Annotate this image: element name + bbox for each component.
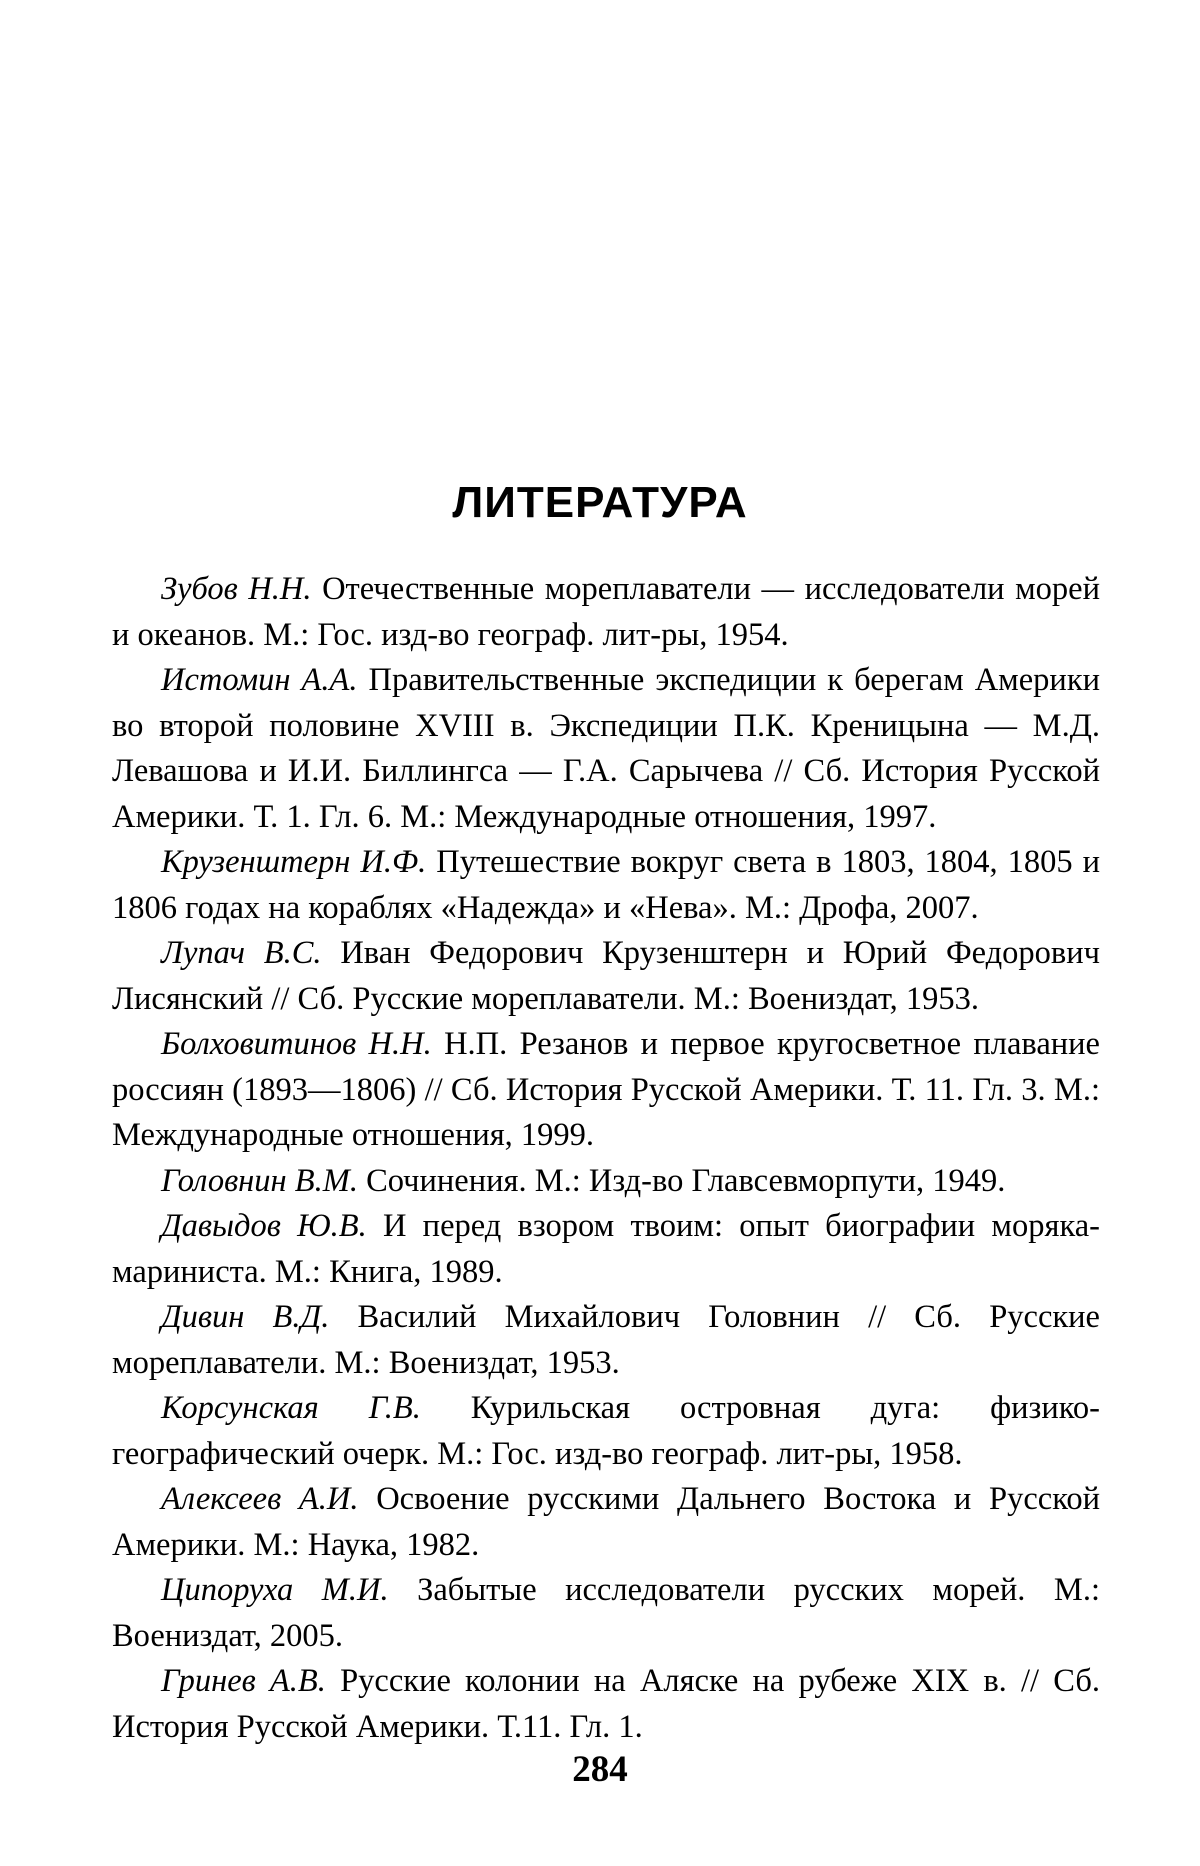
page-heading: ЛИТЕРАТУРА — [452, 478, 748, 527]
reference-author: Крузенштерн И.Ф. — [161, 844, 427, 880]
reference-item — [112, 1659, 1100, 1750]
reference-item — [112, 1386, 1100, 1477]
reference-text: Освоение русскими Дальнего Востока и Русской Америки. М.: Наука, 1982. — [112, 1481, 1100, 1563]
reference-author: Головнин В.М. — [161, 1162, 358, 1199]
reference-text: Иван Федорович Крузенштерн и Юрий Федорович Лисянский // Сб. Русские мореплаватели. М.: Воениздат, 1953. — [112, 935, 1100, 1017]
reference-item — [112, 1204, 1100, 1295]
reference-author: Гринев А.В. — [161, 1663, 326, 1699]
reference-text: Курильская островная дуга: физико-географический очерк. М.: Гос. изд-во географ. лит-ры, 1958. — [112, 1390, 1100, 1472]
reference-item — [112, 567, 1100, 658]
reference-item — [112, 1159, 1100, 1205]
reference-text: Сочинения. М.: Изд-во Главсевморпути, 1949. — [357, 1162, 1006, 1199]
reference-text: Русские колонии на Аляске на рубеже XIX в. // Сб. История Русской Америки. Т.11. Гл. 1. — [112, 1663, 1100, 1745]
reference-text: Василий Михайлович Головнин // Сб. Русские мореплаватели. М.: Воениздат, 1953. — [112, 1299, 1100, 1381]
reference-author: Лупач В.С. — [161, 935, 322, 971]
reference-text: Путешествие вокруг света в 1803, 1804, 1805 и 1806 годах на кораблях «Надежда» и «Нева». М.: Дрофа, 2007. — [112, 844, 1100, 926]
reference-item — [112, 658, 1100, 840]
reference-item — [112, 1477, 1100, 1568]
reference-item — [112, 840, 1100, 931]
reference-item — [112, 1022, 1100, 1159]
reference-text: Отечественные мореплаватели — исследователи морей и океанов. М.: Гос. изд-во географ. лит-ры, 1954. — [112, 571, 1100, 653]
reference-item — [112, 1568, 1100, 1659]
reference-author: Корсунская Г.В. — [161, 1390, 421, 1426]
reference-list — [112, 567, 1100, 1750]
reference-author: Ципоруха М.И. — [161, 1572, 389, 1608]
reference-item — [112, 931, 1100, 1022]
reference-item — [112, 1295, 1100, 1386]
reference-author: Болховитинов Н.Н. — [161, 1026, 432, 1062]
reference-text: И перед взором твоим: опыт биографии моряка-мариниста. М.: Книга, 1989. — [112, 1208, 1100, 1290]
reference-text: Правительственные экспедиции к берегам Америки во второй половине XVIII в. Экспедиции П.К. Креницына — М.Д. Левашова и И.И. Биллингса — Г.А. Сарычева // Сб. История Русской Америки. Т. 1. Гл. 6. М.: Международные отношения, 1997. — [112, 662, 1100, 835]
reference-author: Давыдов Ю.В. — [161, 1208, 367, 1244]
reference-text: Н.П. Резанов и первое кругосветное плавание россиян (1893—1806) // Сб. История Русской Америки. Т. 11. Гл. 3. М.: Международные отношения, 1999. — [112, 1026, 1100, 1153]
reference-text: Забытые исследователи русских морей. М.: Воениздат, 2005. — [112, 1572, 1100, 1654]
reference-author: Дивин В.Д. — [161, 1299, 330, 1335]
page-number: 284 — [572, 1749, 628, 1790]
reference-author: Зубов Н.Н. — [161, 571, 312, 607]
reference-author: Алексеев А.И. — [161, 1481, 359, 1517]
reference-author: Истомин А.А. — [161, 662, 358, 698]
